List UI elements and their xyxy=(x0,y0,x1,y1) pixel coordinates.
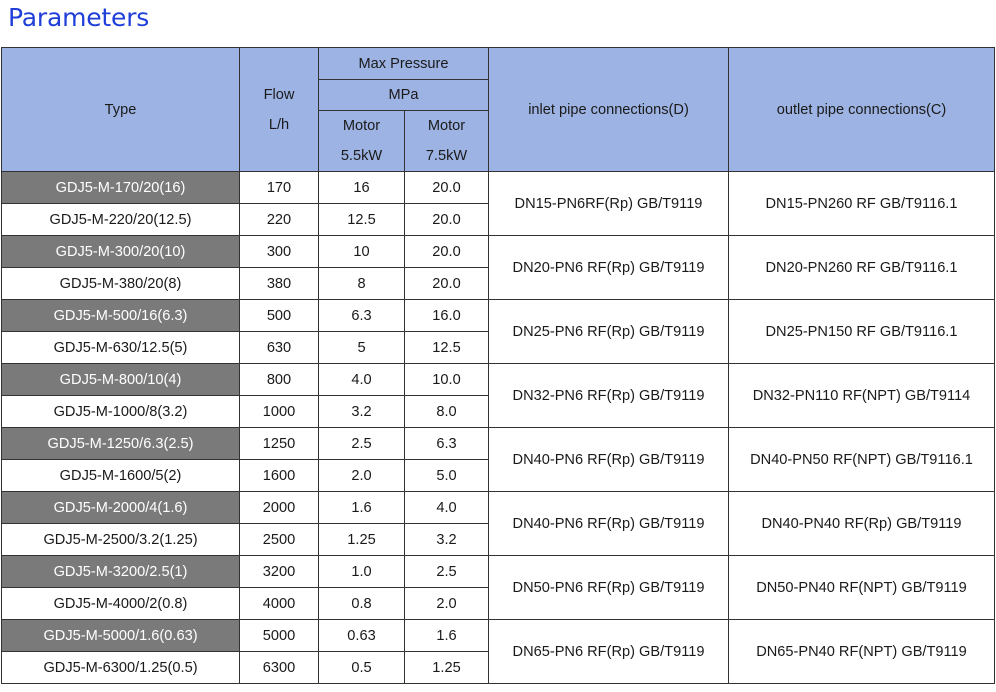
flow-cell: 300 xyxy=(240,236,319,268)
flow-cell: 5000 xyxy=(240,620,319,652)
header-outlet: outlet pipe connections(C) xyxy=(729,48,995,172)
header-type: Type xyxy=(2,48,240,172)
inlet-connection-cell: DN50-PN6 RF(Rp) GB/T9119 xyxy=(489,556,729,620)
pressure-7-5kw-cell: 16.0 xyxy=(405,300,489,332)
inlet-connection-cell: DN15-PN6RF(Rp) GB/T9119 xyxy=(489,172,729,236)
flow-cell: 380 xyxy=(240,268,319,300)
flow-cell: 1250 xyxy=(240,428,319,460)
type-cell: GDJ5-M-380/20(8) xyxy=(2,268,240,300)
table-row xyxy=(2,620,995,652)
flow-cell: 500 xyxy=(240,300,319,332)
type-cell: GDJ5-M-170/20(16) xyxy=(2,172,240,204)
type-cell: GDJ5-M-220/20(12.5) xyxy=(2,204,240,236)
outlet-connection-cell: DN65-PN40 RF(NPT) GB/T9119 xyxy=(729,620,995,684)
header-max-pressure: Max Pressure xyxy=(319,48,489,80)
outlet-connection-cell: DN32-PN110 RF(NPT) GB/T9114 xyxy=(729,364,995,428)
flow-cell: 6300 xyxy=(240,652,319,684)
pressure-7-5kw-cell: 3.2 xyxy=(405,524,489,556)
flow-cell: 630 xyxy=(240,332,319,364)
pressure-5-5kw-cell: 16 xyxy=(319,172,405,204)
parameters-table xyxy=(1,47,995,684)
header-inlet: inlet pipe connections(D) xyxy=(489,48,729,172)
pressure-5-5kw-cell: 2.0 xyxy=(319,460,405,492)
type-cell: GDJ5-M-4000/2(0.8) xyxy=(2,588,240,620)
outlet-connection-cell: DN50-PN40 RF(NPT) GB/T9119 xyxy=(729,556,995,620)
pressure-5-5kw-cell: 8 xyxy=(319,268,405,300)
pressure-7-5kw-cell: 10.0 xyxy=(405,364,489,396)
pressure-7-5kw-cell: 8.0 xyxy=(405,396,489,428)
flow-cell: 1600 xyxy=(240,460,319,492)
pressure-7-5kw-cell: 20.0 xyxy=(405,236,489,268)
type-cell: GDJ5-M-5000/1.6(0.63) xyxy=(2,620,240,652)
inlet-connection-cell: DN65-PN6 RF(Rp) GB/T9119 xyxy=(489,620,729,684)
header-motor-5-5kw-power: 5.5kW xyxy=(340,148,383,164)
pressure-5-5kw-cell: 4.0 xyxy=(319,364,405,396)
table-row xyxy=(2,364,995,396)
pressure-7-5kw-cell: 6.3 xyxy=(405,428,489,460)
type-cell: GDJ5-M-500/16(6.3) xyxy=(2,300,240,332)
inlet-connection-cell: DN20-PN6 RF(Rp) GB/T9119 xyxy=(489,236,729,300)
pressure-7-5kw-cell: 20.0 xyxy=(405,172,489,204)
pressure-5-5kw-cell: 10 xyxy=(319,236,405,268)
page-title: Parameters xyxy=(8,3,150,32)
table-row xyxy=(2,172,995,204)
pressure-5-5kw-cell: 1.6 xyxy=(319,492,405,524)
flow-cell: 2500 xyxy=(240,524,319,556)
pressure-7-5kw-cell: 1.25 xyxy=(405,652,489,684)
pressure-5-5kw-cell: 3.2 xyxy=(319,396,405,428)
header-mpa: MPa xyxy=(319,80,489,111)
pressure-5-5kw-cell: 6.3 xyxy=(319,300,405,332)
flow-cell: 220 xyxy=(240,204,319,236)
header-motor-7-5kw-label: Motor xyxy=(427,118,466,134)
pressure-5-5kw-cell: 0.63 xyxy=(319,620,405,652)
type-cell: GDJ5-M-1250/6.3(2.5) xyxy=(2,428,240,460)
pressure-7-5kw-cell: 4.0 xyxy=(405,492,489,524)
table-row xyxy=(2,492,995,524)
flow-cell: 1000 xyxy=(240,396,319,428)
type-cell: GDJ5-M-2500/3.2(1.25) xyxy=(2,524,240,556)
pressure-5-5kw-cell: 12.5 xyxy=(319,204,405,236)
pressure-5-5kw-cell: 0.8 xyxy=(319,588,405,620)
inlet-connection-cell: DN40-PN6 RF(Rp) GB/T9119 xyxy=(489,492,729,556)
header-motor-7-5kw xyxy=(405,111,489,172)
table-row xyxy=(2,428,995,460)
flow-cell: 170 xyxy=(240,172,319,204)
flow-cell: 3200 xyxy=(240,556,319,588)
pressure-7-5kw-cell: 20.0 xyxy=(405,268,489,300)
type-cell: GDJ5-M-2000/4(1.6) xyxy=(2,492,240,524)
header-motor-5-5kw xyxy=(319,111,405,172)
inlet-connection-cell: DN40-PN6 RF(Rp) GB/T9119 xyxy=(489,428,729,492)
type-cell: GDJ5-M-630/12.5(5) xyxy=(2,332,240,364)
outlet-connection-cell: DN40-PN50 RF(NPT) GB/T9116.1 xyxy=(729,428,995,492)
outlet-connection-cell: DN15-PN260 RF GB/T9116.1 xyxy=(729,172,995,236)
type-cell: GDJ5-M-1600/5(2) xyxy=(2,460,240,492)
outlet-connection-cell: DN20-PN260 RF GB/T9116.1 xyxy=(729,236,995,300)
header-flow xyxy=(240,48,319,172)
pressure-7-5kw-cell: 2.0 xyxy=(405,588,489,620)
type-cell: GDJ5-M-300/20(10) xyxy=(2,236,240,268)
inlet-connection-cell: DN25-PN6 RF(Rp) GB/T9119 xyxy=(489,300,729,364)
pressure-7-5kw-cell: 5.0 xyxy=(405,460,489,492)
type-cell: GDJ5-M-3200/2.5(1) xyxy=(2,556,240,588)
table-row xyxy=(2,300,995,332)
type-cell: GDJ5-M-1000/8(3.2) xyxy=(2,396,240,428)
table-body xyxy=(2,172,995,684)
header-motor-5-5kw-label: Motor xyxy=(342,118,381,134)
type-cell: GDJ5-M-800/10(4) xyxy=(2,364,240,396)
pressure-5-5kw-cell: 0.5 xyxy=(319,652,405,684)
pressure-7-5kw-cell: 1.6 xyxy=(405,620,489,652)
pressure-5-5kw-cell: 1.25 xyxy=(319,524,405,556)
table-row xyxy=(2,556,995,588)
header-flow-unit: L/h xyxy=(268,116,290,133)
flow-cell: 800 xyxy=(240,364,319,396)
flow-cell: 2000 xyxy=(240,492,319,524)
header-flow-label: Flow xyxy=(263,86,295,103)
header-motor-7-5kw-power: 7.5kW xyxy=(425,148,468,164)
outlet-connection-cell: DN40-PN40 RF(Rp) GB/T9119 xyxy=(729,492,995,556)
pressure-5-5kw-cell: 2.5 xyxy=(319,428,405,460)
pressure-7-5kw-cell: 2.5 xyxy=(405,556,489,588)
type-cell: GDJ5-M-6300/1.25(0.5) xyxy=(2,652,240,684)
table-row xyxy=(2,236,995,268)
flow-cell: 4000 xyxy=(240,588,319,620)
pressure-7-5kw-cell: 12.5 xyxy=(405,332,489,364)
inlet-connection-cell: DN32-PN6 RF(Rp) GB/T9119 xyxy=(489,364,729,428)
pressure-5-5kw-cell: 1.0 xyxy=(319,556,405,588)
outlet-connection-cell: DN25-PN150 RF GB/T9116.1 xyxy=(729,300,995,364)
pressure-7-5kw-cell: 20.0 xyxy=(405,204,489,236)
pressure-5-5kw-cell: 5 xyxy=(319,332,405,364)
